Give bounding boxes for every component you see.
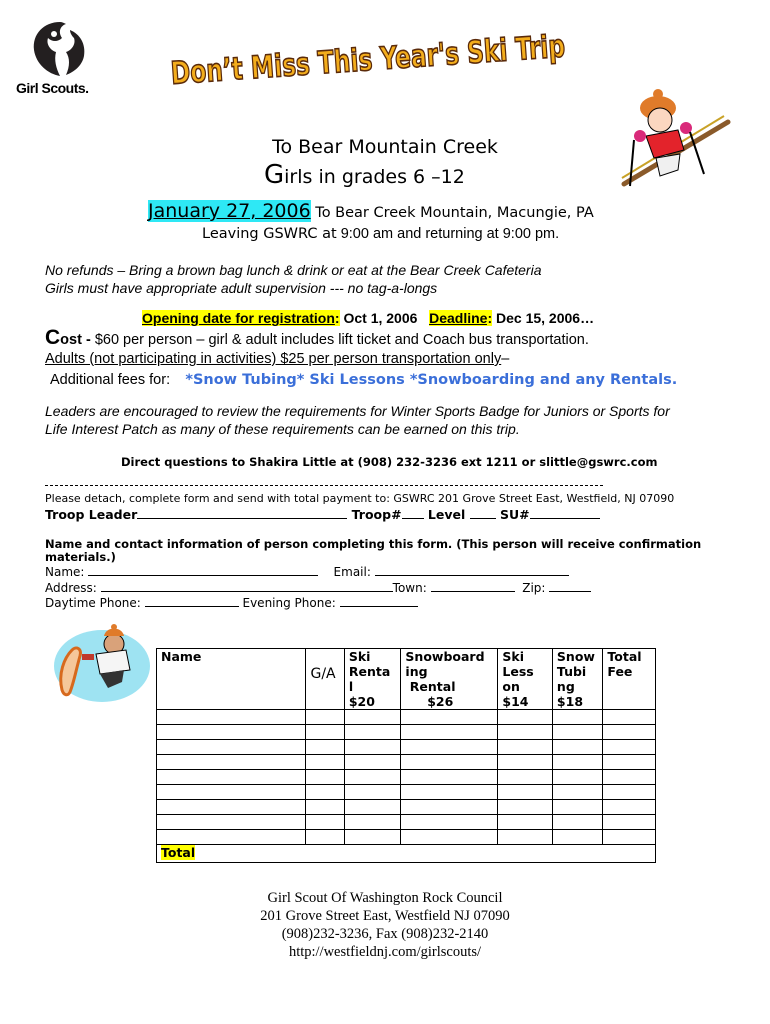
table-row[interactable] [157,755,656,770]
additional-fees [50,369,677,388]
email-label: Email: [333,565,371,579]
additional-value: *Snow Tubing* Ski Lessons *Snowboarding and any Rentals. [185,372,678,388]
ski-rental-l2: Renta [348,664,391,679]
ski-lesson-l3: on [502,679,520,694]
grades-initial: G [264,160,285,190]
header-ski-lesson [498,649,553,710]
cost-line [45,326,589,350]
contact-line: Direct questions to Shakira Little at (908) 232-3236 ext 1211 or slittle@gswrc.com [121,455,658,469]
date-line [148,200,594,222]
evening-phone-field[interactable] [340,595,418,607]
ski-lesson-l2: Less [502,664,534,679]
ski-rental-l3: l [348,679,354,694]
evening-phone-label: Evening Phone: [242,596,336,610]
footer [0,889,770,961]
troop-leader-field[interactable] [137,507,347,519]
deadline-value: Dec 15, 2006… [492,310,595,326]
trip-date: January 27, 2006 [148,200,311,222]
headline-banner [160,8,696,92]
logo-text: Girl Scouts. [16,80,89,96]
name-field[interactable] [88,564,318,576]
zip-label: Zip: [522,581,546,595]
snowboard-l2: ing [405,664,428,679]
header-ga [306,649,344,710]
adults-line [45,351,509,367]
snow-tubing-price: $18 [556,694,584,709]
registration-dates: Opening date for registration: Oct 1, 2006 Deadline: Dec 15, 2006… [142,310,595,326]
town-label: Town: [392,581,427,595]
email-field[interactable] [375,564,569,576]
daytime-phone-label: Daytime Phone: [45,596,141,610]
leaving-prefix: Leaving GSWRC at [202,226,337,242]
form-row-name [45,564,569,579]
leaving-line [202,226,559,242]
level-label: Level [427,507,466,522]
daytime-phone-field[interactable] [145,595,239,607]
additional-label: Additional fees for: [50,372,171,388]
cost-label: ost - [60,332,95,348]
town-field[interactable] [431,580,515,592]
form-row-phone [45,595,418,610]
adults-text: Adults (not participating in activities) $25 per person transportation only [45,351,502,367]
table-row[interactable] [157,830,656,845]
ski-lesson-price: $14 [502,694,529,709]
footer-url[interactable]: http://westfieldnj.com/girlscouts/ [288,944,482,960]
deadline-label: Deadline [429,310,488,326]
adults-dash: – [501,351,510,367]
cost-text: $60 per person – girl & adult includes lift ticket and Coach bus transportation. [94,332,589,348]
grades-line [264,160,465,190]
snowboard-price: $26 [427,694,454,709]
leaving-times: 9:00 am and returning at 9:00 pm. [336,226,560,242]
level-field[interactable] [470,507,496,519]
ski-lesson-l1: Ski [502,649,524,664]
snowboard-l3: Rental [409,679,456,694]
table-row[interactable] [157,740,656,755]
table-total-row [157,845,656,863]
grades-text: irls in grades 6 –12 [284,166,465,188]
total-fee-l2: Fee [607,664,633,679]
troop-number-label: Troop# [351,507,402,522]
snow-tubing-l2: Tubi [556,664,587,679]
note-supervision: Girls must have appropriate adult supervision --- no tag-a-longs [45,280,438,296]
table-row[interactable] [157,710,656,725]
cost-initial: C [45,326,61,349]
total-label: Total [161,845,196,860]
ski-rental-price: $20 [348,694,375,709]
total-fee-l1: Total [607,649,642,664]
table-row[interactable] [157,800,656,815]
header-ga-text: G/A [310,666,336,682]
snowboard-l1: Snowboard [405,649,485,664]
headline-text: Don’t Miss This Year's Ski Trip [169,19,696,92]
header-ski-rental [344,649,401,710]
note-no-refunds: No refunds – Bring a brown bag lunch & drink or eat at the Bear Creek Cafeteria [45,262,542,278]
footer-address: 201 Grove Street East, Westfield NJ 07090 [260,908,510,924]
su-field[interactable] [530,507,600,519]
troop-leader-label: Troop Leader [45,507,138,522]
table-row[interactable] [157,785,656,800]
snow-tubing-l3: ng [556,679,575,694]
contact-heading-1: Name and contact information of person completing this form. (This person will receive confirmation [45,537,702,551]
footer-org: Girl Scout Of Washington Rock Council [267,890,503,906]
name-label: Name: [45,565,85,579]
snow-tubing-l1: Snow [556,649,595,664]
trip-location: To Bear Creek Mountain, Macungie, PA [310,205,594,221]
destination: To Bear Mountain Creek [272,136,498,158]
snowboarder-illustration [52,624,152,704]
form-row-address [45,580,591,595]
address-label: Address: [45,581,97,595]
opening-date-label: Opening date for registration [142,310,335,326]
table-row[interactable] [157,770,656,785]
header-snow-tubing [552,649,603,710]
leaders-text-2: Life Interest Patch as many of these requirements can be earned on this trip. [45,421,520,437]
detach-instructions: Please detach, complete form and send with total payment to: GSWRC 201 Grove Street East, Westfield, NJ 07090 [45,492,675,505]
ski-rental-l1: Ski [348,649,371,664]
zip-field[interactable] [549,580,591,592]
contact-heading-2: materials.) [45,550,116,564]
troop-number-field[interactable] [402,507,424,519]
troop-fields [45,507,600,522]
table-row[interactable] [157,725,656,740]
footer-phone: (908)232-3236, Fax (908)232-2140 [281,926,489,942]
leaders-text-1: Leaders are encouraged to review the requirements for Winter Sports Badge for Juniors or Sports for [45,403,670,419]
detach-separator [45,485,603,486]
header-name: Name [157,649,306,710]
header-snowboard [401,649,498,710]
registration-table [156,648,656,863]
address-field[interactable] [101,580,393,592]
header-total-fee [603,649,656,710]
table-row[interactable] [157,815,656,830]
su-label: SU# [499,507,530,522]
table-header-row [157,649,656,710]
girl-scouts-logo [16,20,106,100]
opening-date-value: Oct 1, 2006 [339,310,418,326]
trefoil-icon [30,20,90,78]
